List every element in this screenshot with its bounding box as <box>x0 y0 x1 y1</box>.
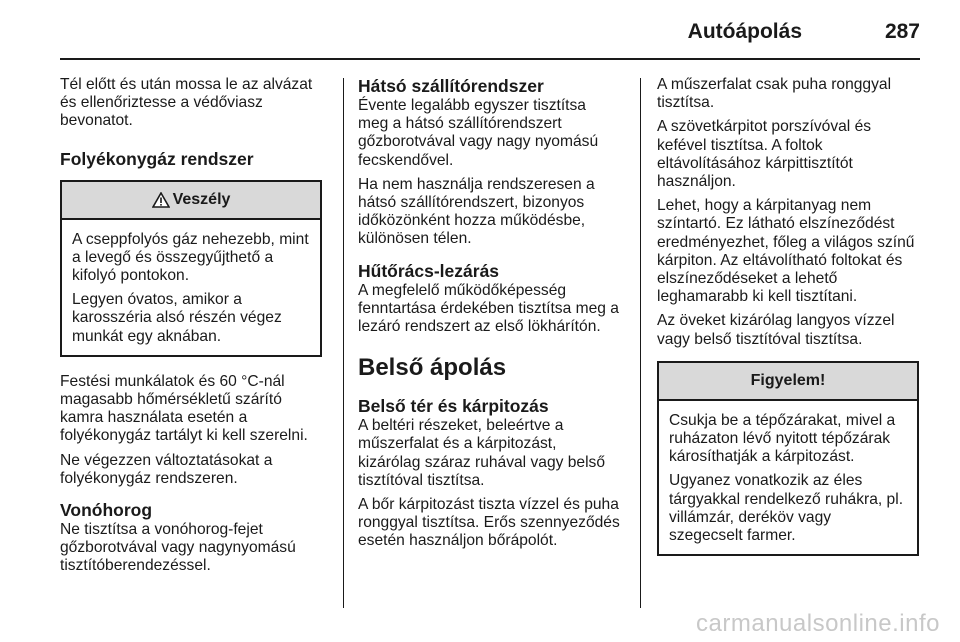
heading-radiator-shutter: Hűtőrács-lezárás <box>358 260 500 281</box>
column-3 <box>657 76 919 564</box>
column-divider-2 <box>640 78 641 608</box>
paragraph-underbody: Tél előtt és után mossa le az alvázat és ellenőriztesse a védőviasz bevonatot. <box>60 76 313 130</box>
paragraph-tow-hitch: Ne tisztítsa a vonóhorog-fejet gőzborotvával vagy nagynyomású tisztítóberendezéssel. <box>60 521 296 575</box>
header-title: Autóápolás <box>687 20 802 43</box>
watermark: carmanualsonline.info <box>696 610 940 637</box>
column-divider-1 <box>343 78 344 608</box>
paragraph-belts: Az öveket kizárólag langyos vízzel vagy belső tisztítóval tisztítsa. <box>657 312 895 348</box>
heading-interior-upholstery: Belső tér és kárpitozás <box>358 396 549 417</box>
danger-box-body <box>62 220 320 355</box>
paragraph-radiator-shutter: A megfelelő működőképesség fenntartása érdekében tisztítsa meg a lezáró rendszert az első lökhárítón. <box>358 281 619 336</box>
paragraph-rear-carrier-clean: Évente legalább egyszer tisztítsa meg a hátsó szállítórendszert gőzborotvával vagy nagy nyomású fecskendővel. <box>358 97 599 169</box>
heading-rear-carrier: Hátsó szállítórendszer <box>358 76 544 96</box>
danger-box <box>60 180 322 357</box>
danger-box-title: Veszély <box>172 190 231 208</box>
page-number: 287 <box>884 20 920 43</box>
paragraph-interior-clean: A beltéri részeket, beleértve a műszerfalat és a kárpitozást, kizárólag száraz ruhával vagy belső tisztítóval tisztítsa. <box>358 417 606 489</box>
danger-paragraph-1: A cseppfolyós gáz nehezebb, mint a levegő és összegyűjthető a kifolyó pontokon. <box>72 230 309 285</box>
paragraph-rear-carrier-use: Ha nem használja rendszeresen a hátsó szállítórendszert, bizonyos időközönként hozza működésbe, különösen télen. <box>358 175 595 248</box>
heading-lpg-system: Folyékonygáz rendszer <box>60 148 254 169</box>
notice-paragraph-1: Csukja be a tépőzárakat, mivel a ruházaton lévő nyitott tépőzárak károsíthatják a kárpitozást. <box>669 411 896 466</box>
notice-box-body <box>659 401 917 554</box>
notice-box-header <box>659 363 917 401</box>
paragraph-leather: A bőr kárpitozást tiszta vízzel és puha ronggyal tisztítsa. Erős szennyeződés esetén használjon bőrápolót. <box>358 496 620 550</box>
notice-box <box>657 361 919 556</box>
danger-box-header <box>62 182 320 220</box>
column-2 <box>358 76 620 557</box>
page-header <box>60 0 920 60</box>
notice-box-title: Figyelem! <box>750 371 826 389</box>
notice-paragraph-2: Ugyanez vonatkozik az éles tárgyakkal rendelkező ruhákra, pl. villámzár, deréköv vagy szegecselt farmer. <box>669 472 904 545</box>
paragraph-fabric: A szövetkárpitot porszívóval és kefével tisztítsa. A foltok eltávolításához kárpittisztítót használjon. <box>657 118 872 191</box>
warning-triangle-icon <box>152 192 170 208</box>
column-1 <box>60 76 322 582</box>
paragraph-dashboard: A műszerfalat csak puha ronggyal tisztítsa. <box>657 76 892 112</box>
heading-interior-care: Belső ápolás <box>358 354 507 382</box>
heading-tow-hitch: Vonóhorog <box>60 500 153 521</box>
paragraph-painting: Festési munkálatok és 60 °C-nál magasabb hőmérsékletű szárító kamra használata esetén a folyékonygáz tartályt ki kell szerelni. <box>60 372 308 445</box>
danger-paragraph-2: Legyen óvatos, amikor a karosszéria alsó részén végez munkát egy aknában. <box>72 291 282 345</box>
paragraph-colorfast: Lehet, hogy a kárpitanyag nem színtartó. Ez látható elszíneződést eredményezhet, főleg a világos színű kárpiton. Az eltávolítható foltokat és elszíneződéseket a lehető leghamarabb ki kell tisztítani. <box>657 197 915 306</box>
paragraph-no-modifications: Ne végezzen változtatásokat a folyékonygáz rendszeren. <box>60 451 273 487</box>
